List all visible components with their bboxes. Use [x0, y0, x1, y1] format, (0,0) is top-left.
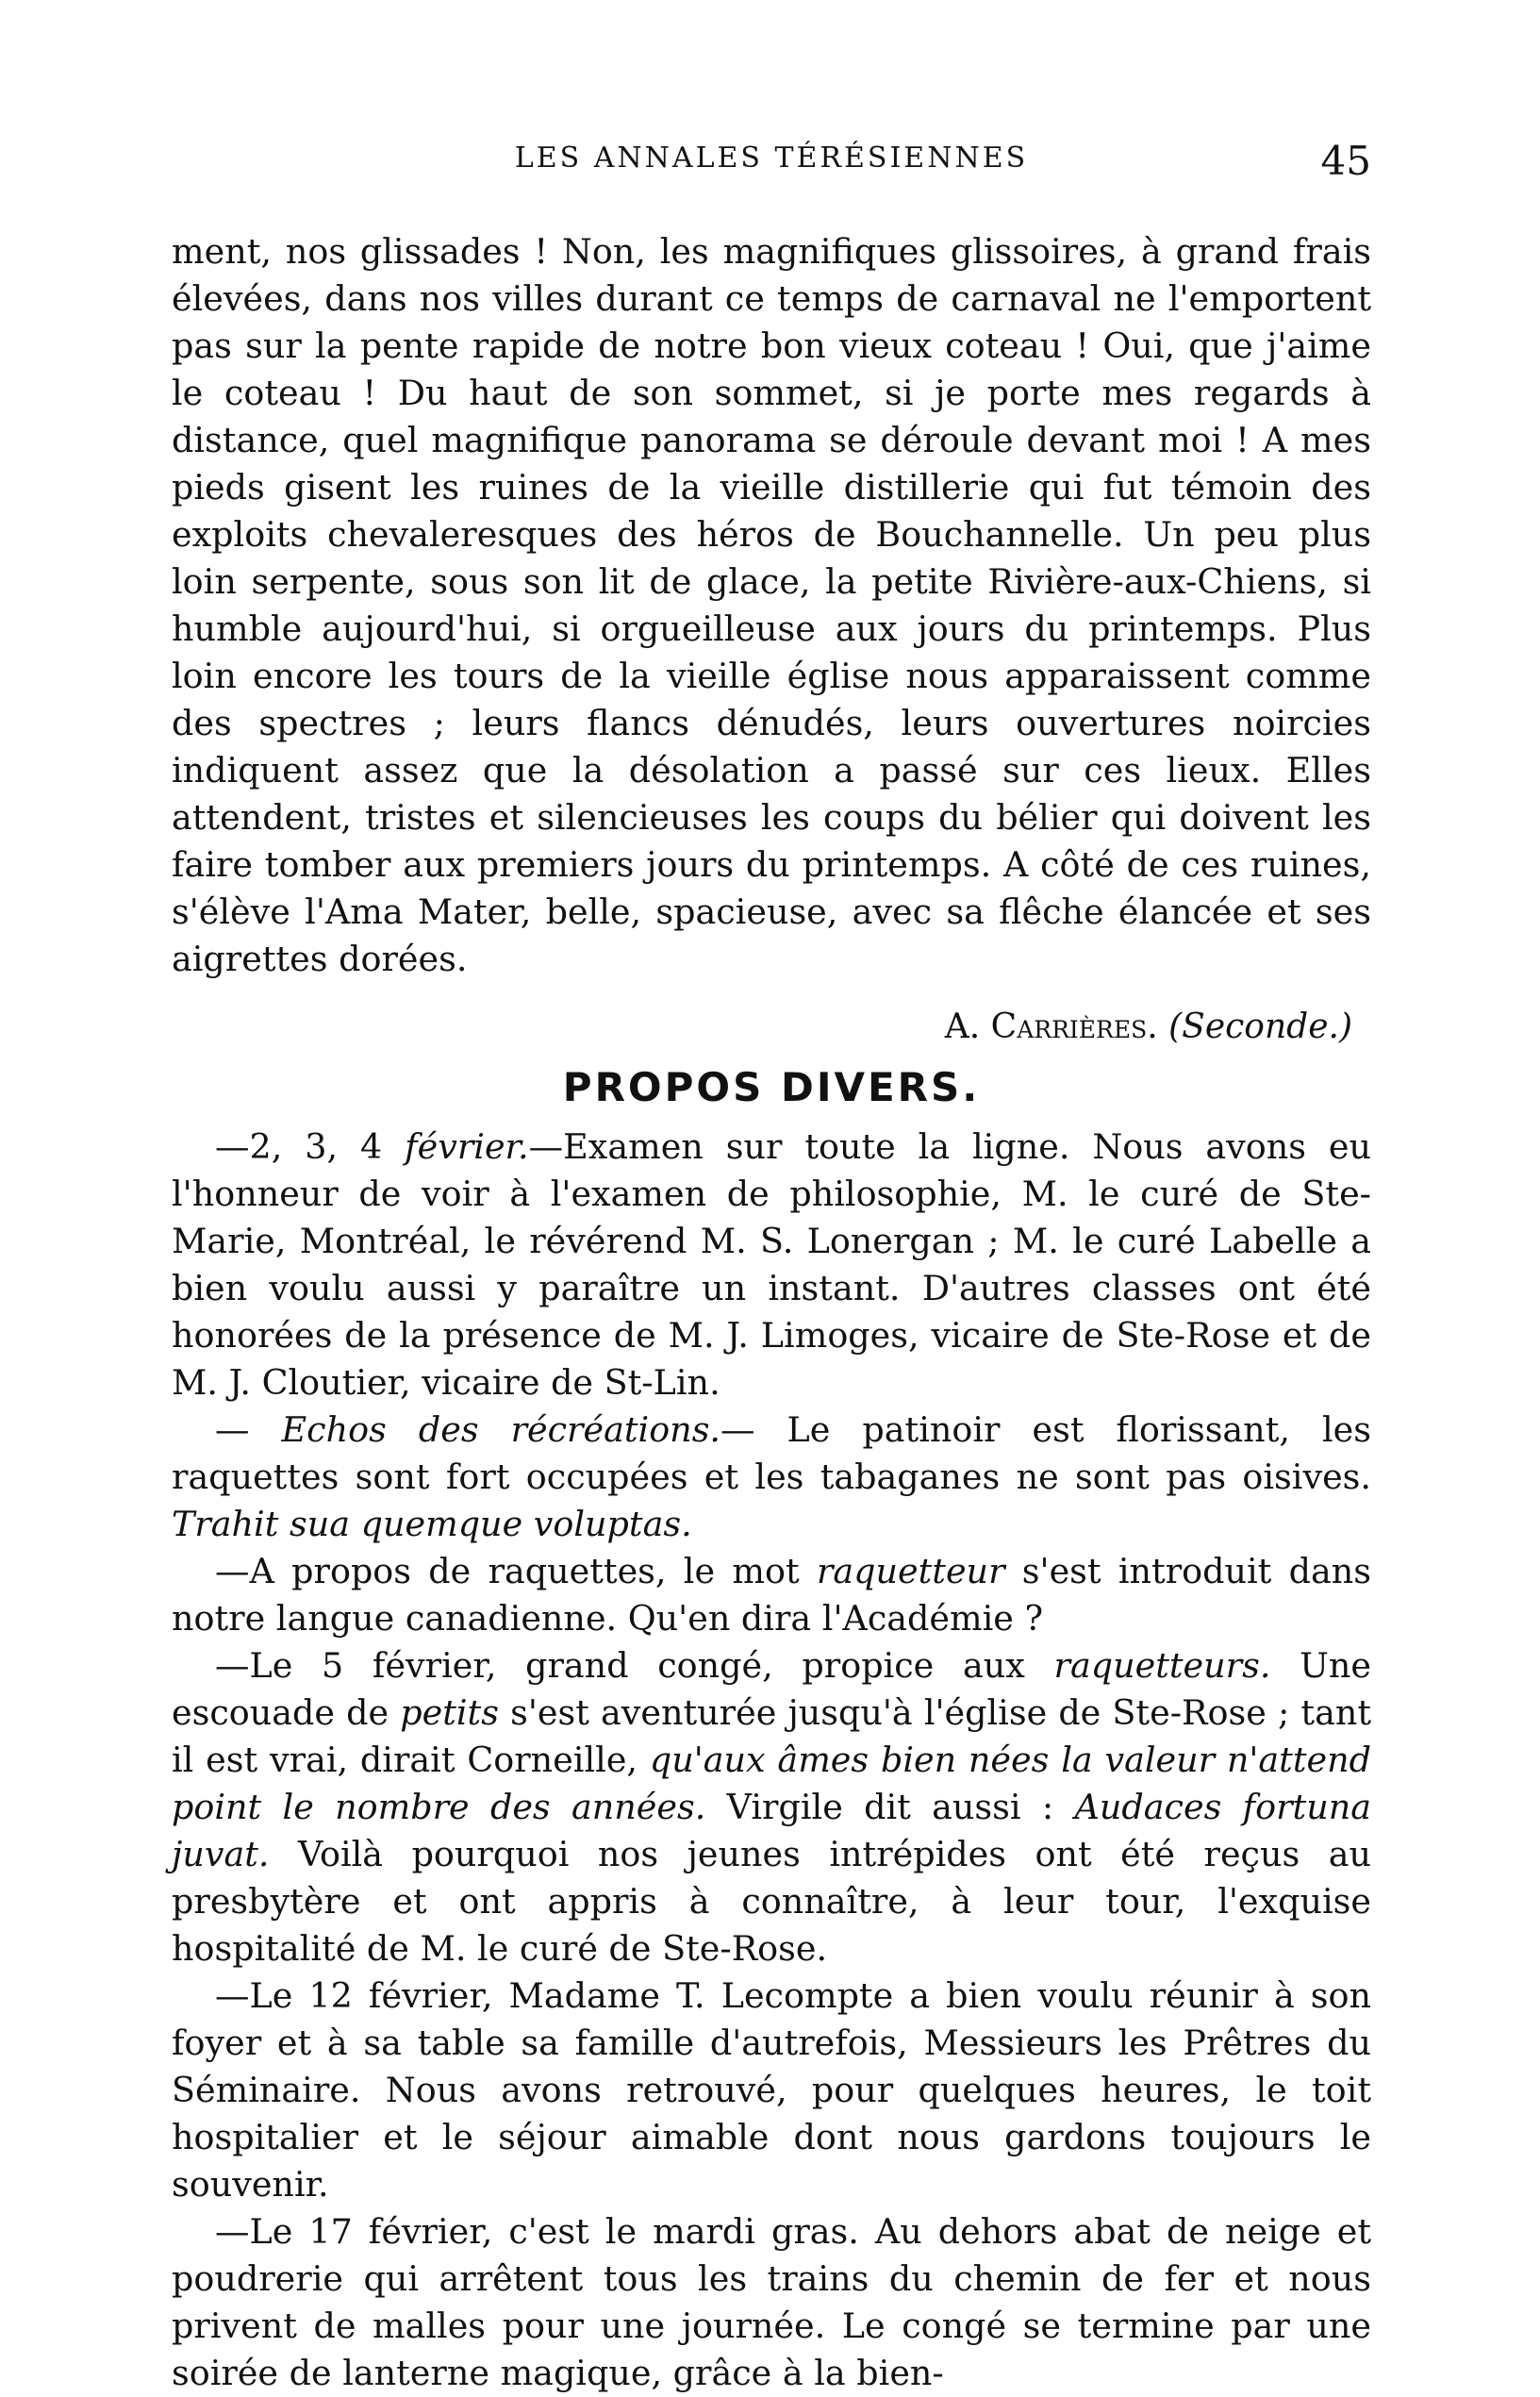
- section-heading: PROPOS DIVERS.: [562, 1064, 981, 1110]
- corneille-quote: qu'aux âmes bien nées la valeur n'attend point le nombre des années.: [172, 1739, 1371, 1827]
- item-text: — Le patinoir est florissant, les raquettes sont fort occupées et les tabaganes ne sont pas oisives.: [172, 1409, 1371, 1497]
- italic-word: raquetteurs.: [1053, 1645, 1271, 1686]
- signature-initial: A.: [944, 1007, 991, 1046]
- item-lead: —A propos de raquettes, le mot: [215, 1551, 817, 1591]
- news-item: [172, 1973, 1371, 2208]
- item-lead: —: [215, 1409, 282, 1450]
- item-text: Voilà pourquoi nos jeunes intrépides ont été reçus au presbytère et ont appris à connaître, à leur tour, l'exquise hospitalité de M. le curé de Ste-Rose.: [172, 1834, 1371, 1969]
- item-text: s'est introduit dans notre langue canadienne. Qu'en dira l'Académie ?: [172, 1551, 1372, 1639]
- running-title: LES ANNALES TÉRÉSIENNES: [514, 141, 1029, 175]
- signature-name: Carrières.: [990, 1007, 1158, 1046]
- item-lead: —2, 3, 4: [215, 1126, 406, 1167]
- item-lead: —Le 5 février, grand congé, propice aux: [215, 1645, 1054, 1686]
- news-item: [172, 2208, 1371, 2397]
- news-item: [172, 1407, 1371, 1548]
- book-page: [172, 138, 1372, 2393]
- latin-quote: Audaces fortuna juvat.: [172, 1787, 1372, 1874]
- item-text: s'est aventurée jusqu'à l'église de Ste-Rose ; tant il est vrai, dirait Corneille,: [172, 1692, 1371, 1780]
- italic-word: petits: [400, 1692, 499, 1733]
- news-item: [172, 1642, 1371, 1973]
- item-title: Echos des récréations.: [281, 1409, 721, 1450]
- article-signature: [172, 1004, 1352, 1051]
- page-number: 45: [1320, 138, 1371, 184]
- italic-word: raquetteur: [816, 1551, 1005, 1591]
- news-item: [172, 1124, 1371, 1407]
- item-text: —Examen sur toute la ligne. Nous avons eu l'honneur de voir à l'examen de philosophie, M. le curé de Ste-Marie, Montréal, le révérend M. S. Lonergan ; M. le curé Labelle a bien voulu aussi y paraître un instant. D'autres classes ont été honorées de la présence de M. J. Limoges, vicaire de Ste-Rose et de M. J. Cloutier, vicaire de St-Lin.: [172, 1126, 1371, 1403]
- item-text: —Le 12 février, Madame T. Lecompte a bien voulu réunir à son foyer et à sa table sa famille d'autrefois, Messieurs les Prêtres du Séminaire. Nous avons retrouvé, pour quelques heures, le toit hospitalier et le séjour aimable dont nous gardons toujours le souvenir.: [172, 1975, 1371, 2205]
- running-header: [172, 138, 1371, 191]
- item-date: février.: [405, 1126, 529, 1167]
- article-continuation: ment, nos glissades ! Non, les magnifiques glissoires, à grand frais élevées, dans nos villes durant ce temps de carnaval ne l'emportent pas sur la pente rapide de notre bon vieux coteau ! Oui, que j'aime le coteau ! Du haut de son sommet, si je porte mes regards à distance, quel magnifique panorama se déroule devant moi ! A mes pieds gisent les ruines de la vieille distillerie qui fut témoin des exploits chevaleresques des héros de Bouchannelle. Un peu plus loin serpente, sous son lit de glace, la petite Rivière-aux-Chiens, si humble aujourd'hui, si orgueilleuse aux jours du printemps. Plus loin encore les tours de la vieille église nous apparaissent comme des spectres ; leurs flancs dénudés, leurs ouvertures noircies indiquent assez que la désolation a passé sur ces lieux. Elles attendent, tristes et silencieuses les coups du bélier qui doivent les faire tomber aux premiers jours du printemps. A côté de ces ruines, s'élève l'Ama Mater, belle, spacieuse, avec sa flêche élancée et ses aigrettes dorées.: [172, 231, 1371, 979]
- item-text: Une escouade de: [172, 1645, 1371, 1733]
- signature-class: (Seconde.): [1168, 1007, 1352, 1046]
- news-item: [172, 1548, 1371, 1642]
- item-text: —Le 17 février, c'est le mardi gras. Au dehors abat de neige et poudrerie qui arrêtent tous les trains du chemin de fer et nous privent de malles pour une journée. Le congé se termine par une soirée de lanterne magique, grâce à la bien-: [172, 2211, 1371, 2393]
- item-text: Virgile dit aussi :: [705, 1787, 1075, 1827]
- latin-quote: Trahit sua quemque voluptas.: [172, 1504, 692, 1544]
